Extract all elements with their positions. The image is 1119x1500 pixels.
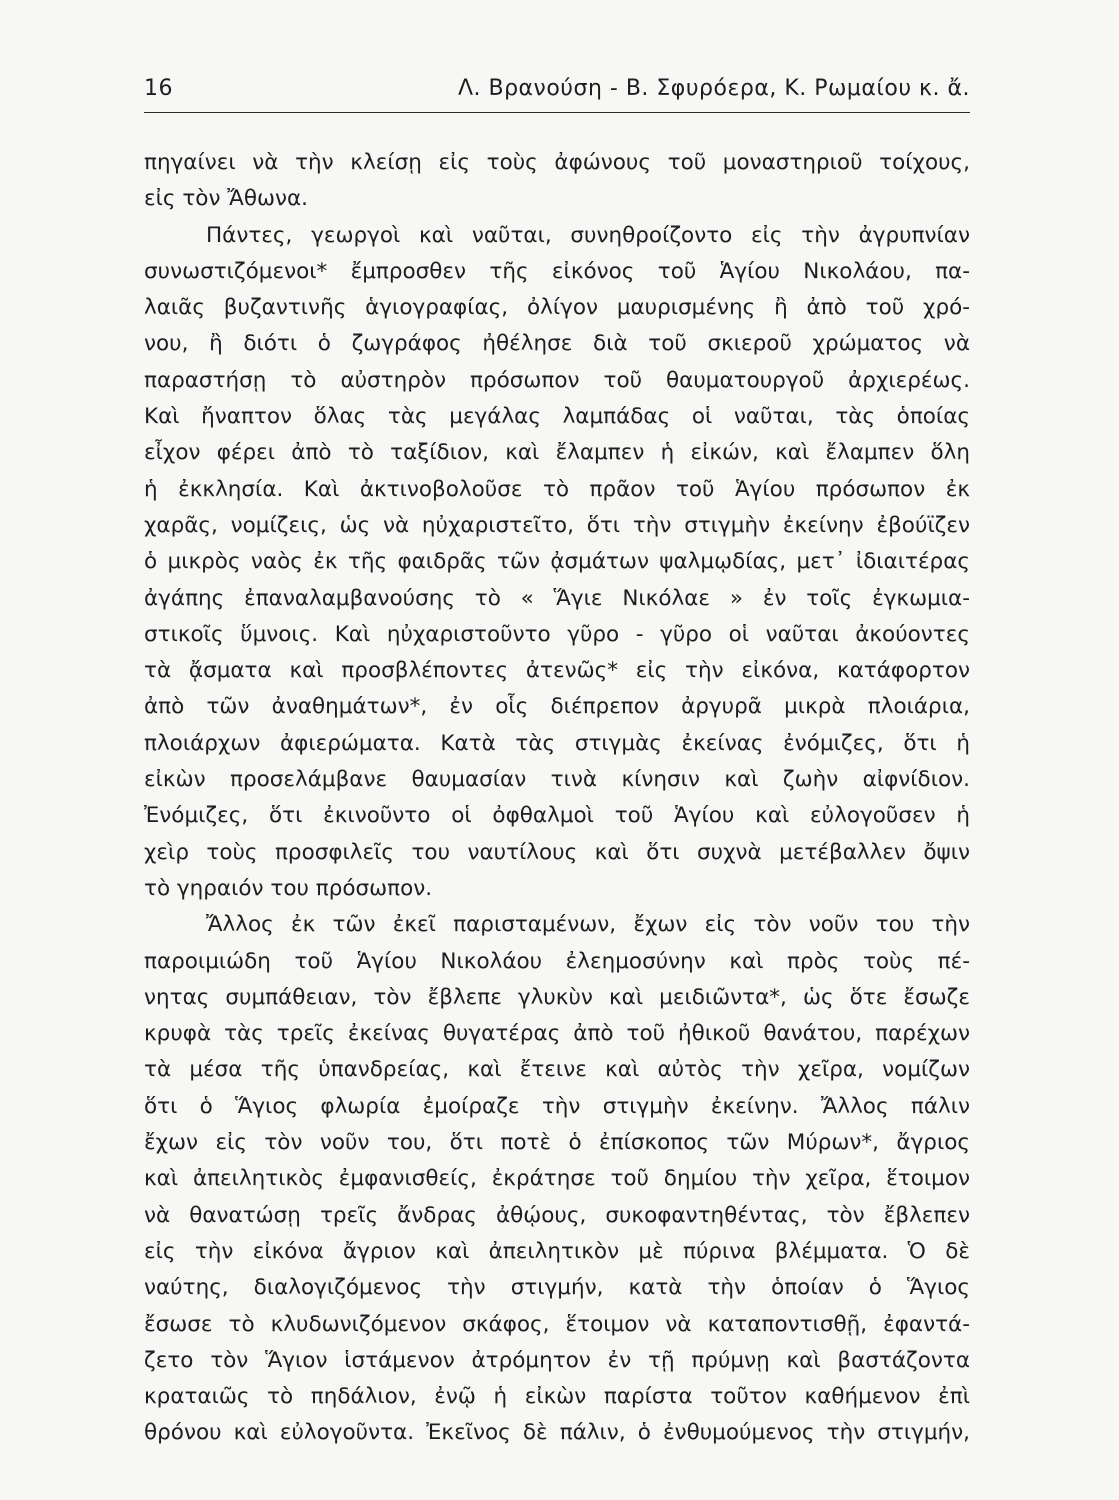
text-line: πηγαίνει νὰ τὴν κλείσῃ εἰς τοὺς ἀφώνους τοῦ μοναστηριοῦ τοίχους, <box>144 150 970 175</box>
text-line: πλοιάρχων ἀφιερώματα. Κατὰ τὰς στιγμὰς ἐκείνας ἐνόμιζες, ὅτι ἡ <box>144 730 970 756</box>
body-text <box>144 145 970 1452</box>
text-line: ὁ μικρὸς ναὸς ἐκ τῆς φαιδρᾶς τῶν ᾀσμάτων ψαλμῳδίας, μετ᾽ ἰδιαιτέρας <box>144 549 970 575</box>
text-line: νητας συμπάθειαν, τὸν ἔβλεπε γλυκὺν καὶ μειδιῶντα*, ὡς ὅτε ἔσωζε <box>144 984 970 1010</box>
text-line: ἔσωσε τὸ κλυδωνιζόμενον σκάφος, ἕτοιμον νὰ καταποντισθῇ, ἐφαντά- <box>144 1311 970 1337</box>
text-line: ἔχων εἰς τὸν νοῦν του, ὅτι ποτὲ ὁ ἐπίσκοπος τῶν Μύρων*, ἄγριος <box>144 1130 970 1156</box>
running-head: Λ. Βρανούση - Β. Σφυρόερα, Κ. Ρωμαίου κ. ἄ. <box>457 76 970 101</box>
text-line: στικοῖς ὕμνοις. Καὶ ηὐχαριστοῦντο γῦρο - γῦρο οἱ ναῦται ἀκούοντες <box>144 621 970 647</box>
text-line: συνωστιζόμενοι* ἔμπροσθεν τῆς εἰκόνος τοῦ Ἁγίου Νικολάου, πα- <box>144 258 970 284</box>
header-rule <box>144 112 970 113</box>
text-line: τὸ γηραιόν του πρόσωπον. <box>144 875 433 901</box>
text-line: θρόνου καὶ εὐλογοῦντα. Ἐκεῖνος δὲ πάλιν, ὁ ἐνθυμούμενος τὴν στιγμήν, <box>144 1420 970 1446</box>
text-line: Καὶ ἤναπτον ὅλας τὰς μεγάλας λαμπάδας οἱ ναῦται, τὰς ὁποίας <box>144 404 970 430</box>
text-line: ναύτης, διαλογιζόμενος τὴν στιγμήν, κατὰ τὴν ὁποίαν ὁ Ἅγιος <box>144 1275 970 1301</box>
text-line: εἰς τὸν Ἄθωνα. <box>144 186 309 212</box>
text-line: τὰ μέσα τῆς ὑπανδρείας, καὶ ἔτεινε καὶ αὐτὸς τὴν χεῖρα, νομίζων <box>144 1057 970 1083</box>
text-line: παραστήσῃ τὸ αὐστηρὸν πρόσωπον τοῦ θαυματουργοῦ ἀρχιερέως. <box>144 367 970 393</box>
text-line: εἶχον φέρει ἀπὸ τὸ ταξίδιον, καὶ ἔλαμπεν ἡ εἰκών, καὶ ἔλαμπεν ὅλη <box>144 440 970 466</box>
text-line: Ἐνόμιζες, ὅτι ἐκινοῦντο οἱ ὀφθαλμοὶ τοῦ Ἁγίου καὶ εὐλογοῦσεν ἡ <box>144 803 970 829</box>
text-line: Ἄλλος ἐκ τῶν ἐκεῖ παρισταμένων, ἔχων εἰς τὸν νοῦν του τὴν <box>206 912 970 938</box>
text-line: παροιμιώδη τοῦ Ἁγίου Νικολάου ἐλεημοσύνην καὶ πρὸς τοὺς πέ- <box>144 948 970 974</box>
text-line: ἡ ἐκκλησία. Καὶ ἀκτινοβολοῦσε τὸ πρᾶον τοῦ Ἁγίου πρόσωπον ἐκ <box>144 476 970 502</box>
text-line: ἀπὸ τῶν ἀναθημάτων*, ἐν οἷς διέπρεπον ἀργυρᾶ μικρὰ πλοιάρια, <box>144 694 970 720</box>
text-line: κρυφὰ τὰς τρεῖς ἐκείνας θυγατέρας ἀπὸ τοῦ ἠθικοῦ θανάτου, παρέχων <box>144 1021 970 1047</box>
page-number: 16 <box>144 76 173 101</box>
text-line: κραταιῶς τὸ πηδάλιον, ἐνῷ ἡ εἰκὼν παρίστα τοῦτον καθήμενον ἐπὶ <box>144 1384 970 1410</box>
text-line: εἰς τὴν εἰκόνα ἄγριον καὶ ἀπειλητικὸν μὲ πύρινα βλέμματα. Ὁ δὲ <box>144 1238 970 1264</box>
text-line: τὰ ᾄσματα καὶ προσβλέποντες ἀτενῶς* εἰς τὴν εἰκόνα, κατάφορτον <box>144 658 970 684</box>
text-line: ἀγάπης ἐπαναλαμβανούσης τὸ « Ἅγιε Νικόλαε » ἐν τοῖς ἐγκωμια- <box>144 585 970 611</box>
text-line: ὅτι ὁ Ἅγιος φλωρία ἐμοίραζε τὴν στιγμὴν ἐκείνην. Ἄλλος πάλιν <box>144 1093 970 1119</box>
text-line: λαιᾶς βυζαντινῆς ἁγιογραφίας, ὀλίγον μαυρισμένης ἢ ἀπὸ τοῦ χρό- <box>144 295 970 321</box>
text-line: νὰ θανατώσῃ τρεῖς ἄνδρας ἀθῴους, συκοφαντηθέντας, τὸν ἔβλεπεν <box>144 1202 970 1228</box>
text-line: χαρᾶς, νομίζεις, ὡς νὰ ηὐχαριστεῖτο, ὅτι τὴν στιγμὴν ἐκείνην ἐβούϊζεν <box>144 512 970 538</box>
text-line: ζετο τὸν Ἅγιον ἱστάμενον ἀτρόμητον ἐν τῇ πρύμνῃ καὶ βαστάζοντα <box>144 1347 970 1373</box>
text-line: Πάντες, γεωργοὶ καὶ ναῦται, συνηθροίζοντο εἰς τὴν ἀγρυπνίαν <box>206 222 970 248</box>
text-line: νου, ἢ διότι ὁ ζωγράφος ἠθέλησε διὰ τοῦ σκιεροῦ χρώματος νὰ <box>144 331 970 357</box>
text-line: εἰκὼν προσελάμβανε θαυμασίαν τινὰ κίνησιν καὶ ζωὴν αἰφνίδιον. <box>144 767 970 793</box>
text-line: χεὶρ τοὺς προσφιλεῖς του ναυτίλους καὶ ὅτι συχνὰ μετέβαλλεν ὄψιν <box>144 839 970 865</box>
text-line: καὶ ἀπειλητικὸς ἐμφανισθείς, ἐκράτησε τοῦ δημίου τὴν χεῖρα, ἕτοιμον <box>144 1166 970 1192</box>
page-header <box>144 72 970 112</box>
